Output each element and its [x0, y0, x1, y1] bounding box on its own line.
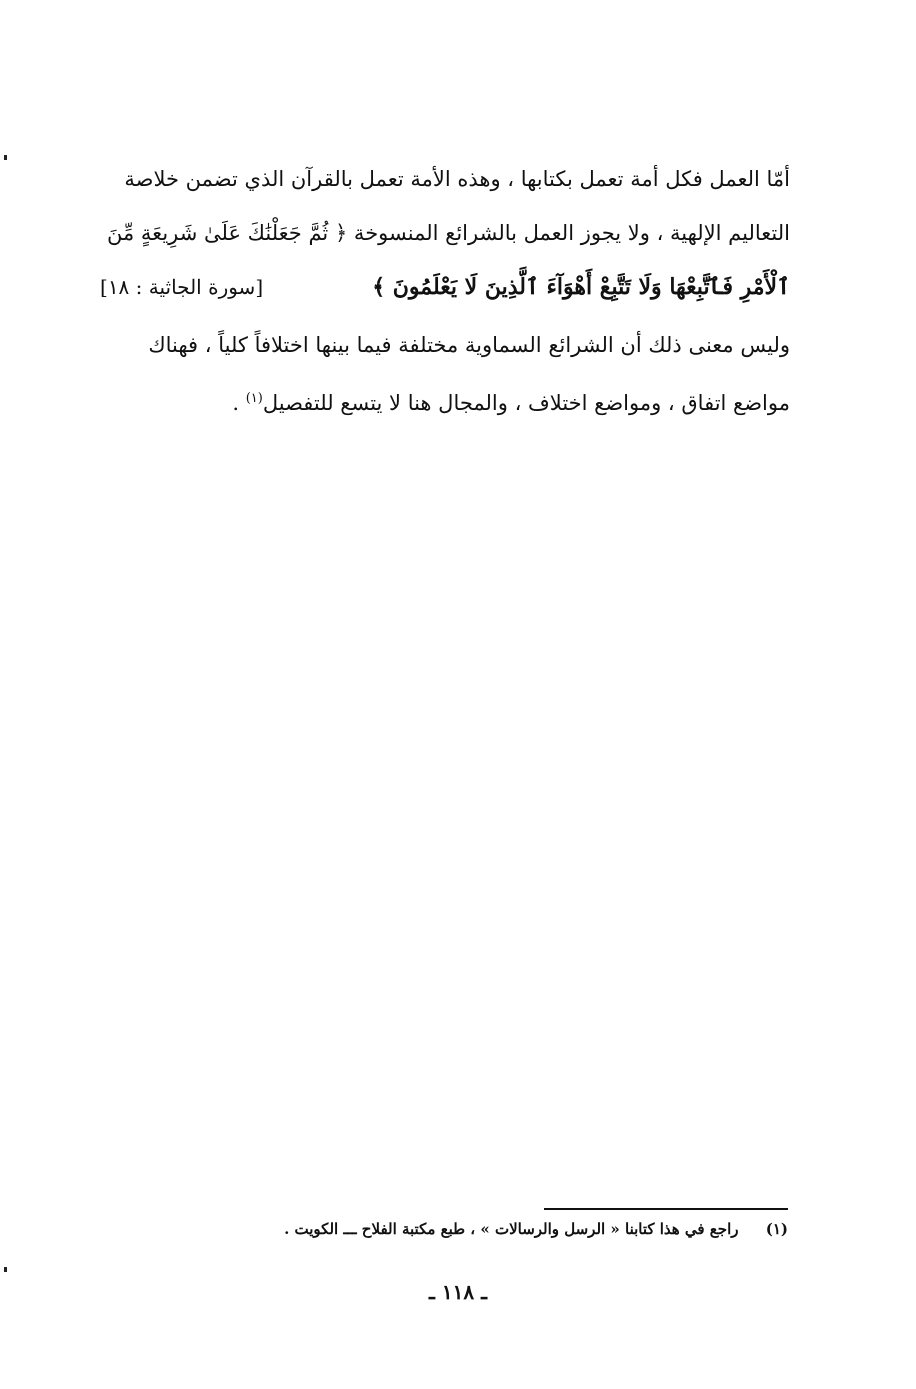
footnote-divider [544, 1208, 788, 1210]
verse-line [100, 260, 790, 314]
scan-edge-mark [4, 155, 7, 160]
paragraph-line-text: مواضع اتفاق ، ومواضع اختلاف ، والمجال هنا لا يتسع للتفصيل [262, 391, 790, 415]
footnote-text: راجع في هذا كتابنا « الرسل والرسالات » ، طبع مكتبة الفلاح ـــ الكويت . [284, 1220, 739, 1238]
paragraph-2 [100, 318, 790, 426]
paragraph-line: التعاليم الإلهية ، ولا يجوز العمل بالشرائع المنسوخة ﴿ ثُمَّ جَعَلْنَٰكَ عَلَىٰ شَرِيعَةٍ مِّنَ [107, 221, 790, 245]
surah-reference: [سورة الجاثية : ١٨] [100, 275, 264, 299]
quran-verse: ٱلْأَمْرِ فَٱتَّبِعْهَا وَلَا تَتَّبِعْ أَهْوَآءَ ٱلَّذِينَ لَا يَعْلَمُونَ ﴾ [372, 274, 790, 300]
page-number: ـ ١١٨ ـ [429, 1280, 487, 1304]
scan-edge-mark [4, 1267, 7, 1272]
paragraph-line [100, 372, 790, 426]
paragraph-line: وليس معنى ذلك أن الشرائع السماوية مختلفة فيما بينها اختلافاً كلياً ، فهناك [148, 333, 790, 357]
footnote [180, 1220, 788, 1238]
footnote-reference: (١) [245, 391, 263, 406]
sentence-end: . [232, 391, 246, 415]
paragraph-line: أمّا العمل فكل أمة تعمل بكتابها ، وهذه الأمة تعمل بالقرآن الذي تضمن خلاصة [124, 167, 790, 191]
footnote-marker: (١) [765, 1220, 788, 1238]
paragraph-1 [100, 152, 790, 314]
